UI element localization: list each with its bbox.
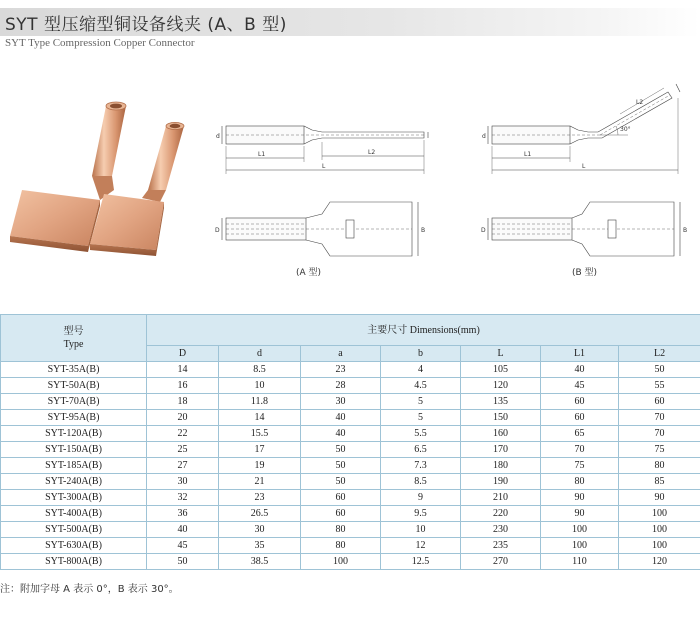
label-l-b: L [582, 163, 586, 170]
label-l2-b: L2 [636, 99, 644, 106]
dimension-cell: 9.5 [381, 506, 461, 522]
table-row [1, 506, 700, 522]
dimension-cell: 230 [461, 522, 541, 538]
dimension-cell: 30 [147, 474, 219, 490]
dimension-cell: 27 [147, 458, 219, 474]
dimension-cell: 36 [147, 506, 219, 522]
label-D-b: D [481, 227, 486, 234]
column-header: b [381, 346, 461, 362]
dimension-cell: 9 [381, 490, 461, 506]
dimension-cell: 14 [147, 362, 219, 378]
dimension-cell: 150 [461, 410, 541, 426]
column-header: L2 [619, 346, 700, 362]
column-header: D [147, 346, 219, 362]
column-header: L1 [541, 346, 619, 362]
dimension-cell: 50 [301, 474, 381, 490]
dimension-cell: 10 [219, 378, 301, 394]
dimension-cell: 170 [461, 442, 541, 458]
dimension-cell: 45 [147, 538, 219, 554]
table-row [1, 554, 700, 570]
dimension-cell: 135 [461, 394, 541, 410]
dimension-cell: 70 [619, 410, 700, 426]
page-subtitle: SYT Type Compression Copper Connector [5, 37, 195, 49]
dimension-cell: 110 [541, 554, 619, 570]
label-l1-a: L1 [258, 151, 266, 158]
dimension-cell: 70 [619, 426, 700, 442]
dimension-cell: 235 [461, 538, 541, 554]
dimension-cell: 8.5 [219, 362, 301, 378]
dimension-cell: 160 [461, 426, 541, 442]
label-D-a: D [215, 227, 220, 234]
dimension-cell: 28 [301, 378, 381, 394]
dimension-cell: 5 [381, 394, 461, 410]
model-cell: SYT-630A(B) [1, 538, 147, 554]
table-row [1, 490, 700, 506]
dimension-cell: 210 [461, 490, 541, 506]
dimension-cell: 60 [541, 410, 619, 426]
dimension-cell: 120 [619, 554, 700, 570]
dimension-cell: 100 [619, 522, 700, 538]
dimension-cell: 17 [219, 442, 301, 458]
dimension-cell: 40 [301, 410, 381, 426]
dimension-cell: 32 [147, 490, 219, 506]
dimension-cell: 60 [301, 506, 381, 522]
dimension-cell: 35 [219, 538, 301, 554]
model-cell: SYT-185A(B) [1, 458, 147, 474]
label-d-a: d [216, 133, 220, 140]
dimension-cell: 220 [461, 506, 541, 522]
dimension-cell: 100 [541, 522, 619, 538]
dimension-cell: 7.3 [381, 458, 461, 474]
label-l-a: L [322, 163, 326, 170]
dimension-cell: 18 [147, 394, 219, 410]
dimension-cell: 19 [219, 458, 301, 474]
dimension-cell: 30 [301, 394, 381, 410]
table-row [1, 474, 700, 490]
dimension-cell: 40 [147, 522, 219, 538]
table-row [1, 522, 700, 538]
label-angle-b: 30° [620, 126, 631, 133]
dimension-cell: 50 [619, 362, 700, 378]
type-b-drawing [478, 78, 700, 270]
label-B-b: B [683, 227, 688, 234]
model-cell: SYT-50A(B) [1, 378, 147, 394]
table-row [1, 426, 700, 442]
dimension-cell: 180 [461, 458, 541, 474]
dimension-cell: 100 [619, 506, 700, 522]
page-title: SYT 型压缩型铜设备线夹 (A、B 型) [5, 15, 287, 35]
product-photo [8, 98, 198, 258]
dimension-cell: 50 [147, 554, 219, 570]
dimension-cell: 21 [219, 474, 301, 490]
dimension-cell: 70 [541, 442, 619, 458]
dimension-cell: 85 [619, 474, 700, 490]
spec-table-body [1, 362, 700, 570]
dimension-cell: 4.5 [381, 378, 461, 394]
dimension-cell: 80 [301, 522, 381, 538]
dimension-cell: 270 [461, 554, 541, 570]
dimension-cell: 60 [301, 490, 381, 506]
dimension-cell: 40 [301, 426, 381, 442]
spec-table [0, 314, 700, 570]
dimension-cell: 75 [541, 458, 619, 474]
dimension-cell: 6.5 [381, 442, 461, 458]
dimension-cell: 12 [381, 538, 461, 554]
label-l1-b: L1 [524, 151, 532, 158]
dimension-cell: 90 [541, 490, 619, 506]
footnote: 注：附加字母 A 表示 0°，B 表示 30°。 [0, 584, 179, 595]
dimension-cell: 55 [619, 378, 700, 394]
dimension-cell: 23 [301, 362, 381, 378]
model-cell: SYT-240A(B) [1, 474, 147, 490]
dimension-cell: 25 [147, 442, 219, 458]
dimension-cell: 5.5 [381, 426, 461, 442]
caption-type-b: (B 型) [572, 268, 598, 278]
dimension-cell: 20 [147, 410, 219, 426]
dimension-cell: 80 [301, 538, 381, 554]
label-d-b: d [482, 133, 486, 140]
model-cell: SYT-35A(B) [1, 362, 147, 378]
type-header-en: Type [63, 339, 84, 350]
dimension-cell: 90 [619, 490, 700, 506]
dimension-cell: 12.5 [381, 554, 461, 570]
dimension-cell: 190 [461, 474, 541, 490]
dimension-cell: 50 [301, 442, 381, 458]
dimension-cell: 100 [541, 538, 619, 554]
model-cell: SYT-95A(B) [1, 410, 147, 426]
dimension-cell: 80 [619, 458, 700, 474]
dimension-cell: 30 [219, 522, 301, 538]
dimension-cell: 11.8 [219, 394, 301, 410]
table-row [1, 458, 700, 474]
dimension-cell: 23 [219, 490, 301, 506]
dimension-cell: 80 [541, 474, 619, 490]
dimension-cell: 100 [619, 538, 700, 554]
table-row [1, 410, 700, 426]
dimension-cell: 105 [461, 362, 541, 378]
label-l2-a: L2 [368, 149, 376, 156]
dimension-cell: 26.5 [219, 506, 301, 522]
table-row [1, 362, 700, 378]
model-cell: SYT-800A(B) [1, 554, 147, 570]
model-cell: SYT-150A(B) [1, 442, 147, 458]
label-B-a: B [421, 227, 426, 234]
table-row [1, 378, 700, 394]
dimension-cell: 60 [541, 394, 619, 410]
dimension-cell: 45 [541, 378, 619, 394]
column-header: L [461, 346, 541, 362]
type-header-cn: 型号 [63, 326, 84, 337]
dimension-cell: 8.5 [381, 474, 461, 490]
dimension-cell: 5 [381, 410, 461, 426]
dimension-cell: 38.5 [219, 554, 301, 570]
model-cell: SYT-120A(B) [1, 426, 147, 442]
table-row [1, 442, 700, 458]
dimensions-header: 主要尺寸 Dimensions(mm) [147, 315, 700, 346]
dimension-cell: 40 [541, 362, 619, 378]
dimension-cell: 10 [381, 522, 461, 538]
model-cell: SYT-500A(B) [1, 522, 147, 538]
dimension-cell: 50 [301, 458, 381, 474]
dimension-cell: 100 [301, 554, 381, 570]
model-cell: SYT-300A(B) [1, 490, 147, 506]
table-row [1, 538, 700, 554]
column-header: a [301, 346, 381, 362]
dimension-cell: 16 [147, 378, 219, 394]
model-cell: SYT-400A(B) [1, 506, 147, 522]
column-header: d [219, 346, 301, 362]
dimension-cell: 75 [619, 442, 700, 458]
dimension-cell: 22 [147, 426, 219, 442]
table-row [1, 394, 700, 410]
dimension-cell: 60 [619, 394, 700, 410]
model-cell: SYT-70A(B) [1, 394, 147, 410]
dimension-cell: 15.5 [219, 426, 301, 442]
dimension-cell: 65 [541, 426, 619, 442]
dimension-cell: 90 [541, 506, 619, 522]
dimension-cell: 120 [461, 378, 541, 394]
type-header [1, 315, 147, 362]
dimension-cell: 14 [219, 410, 301, 426]
type-a-drawing [212, 118, 444, 270]
dimension-cell: 4 [381, 362, 461, 378]
caption-type-a: (A 型) [296, 268, 322, 278]
